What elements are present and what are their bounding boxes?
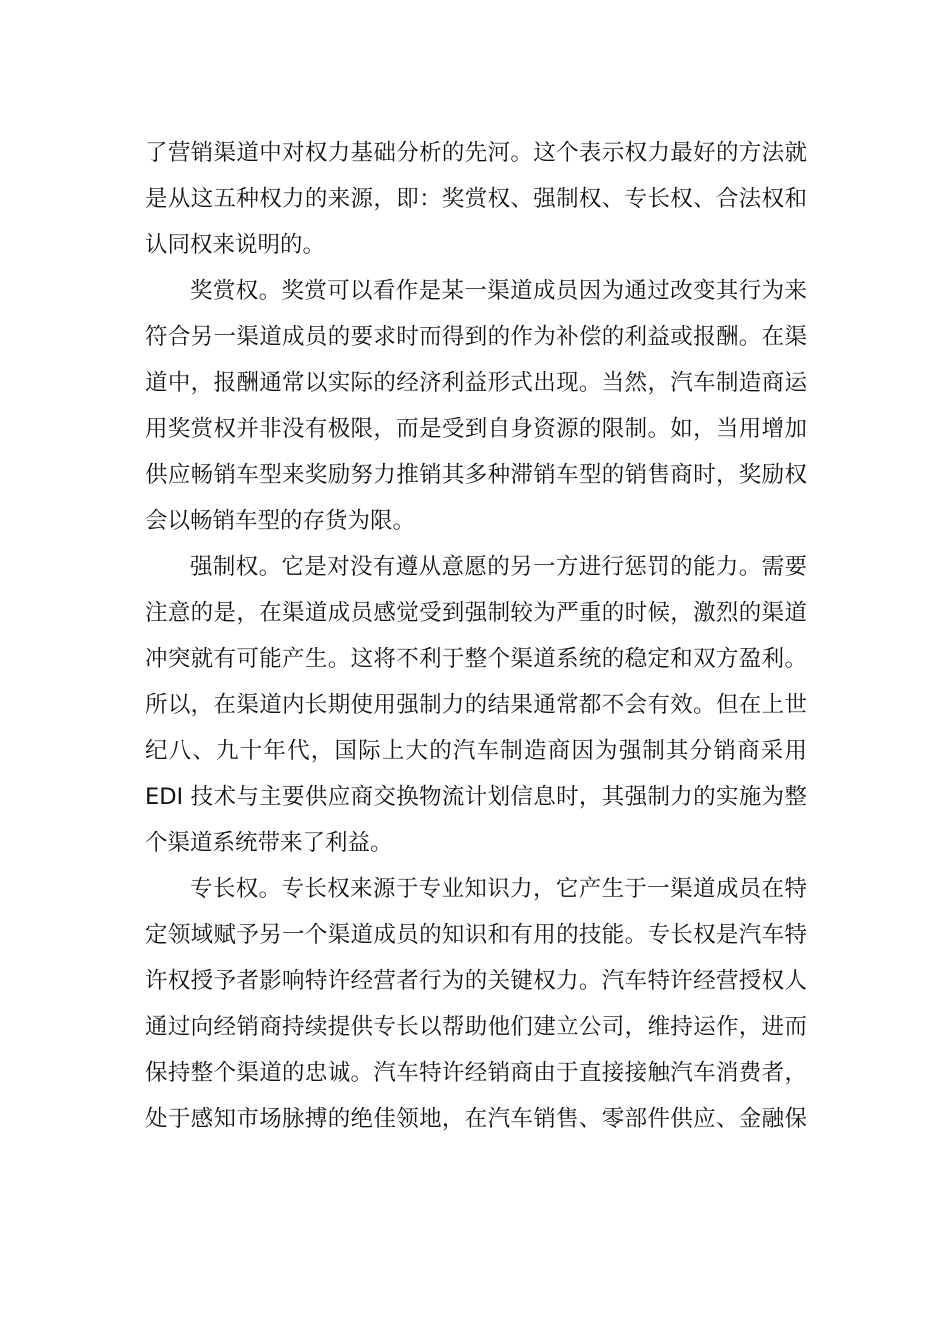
- paragraph-line: 纪八、九十年代，国际上大的汽车制造商因为强制其分销商采用: [145, 738, 807, 764]
- paragraph-line: 用奖赏权并非没有极限，而是受到自身资源的限制。如，当用增加: [145, 416, 807, 442]
- document-body: [145, 130, 807, 1142]
- paragraph-line: 注意的是，在渠道成员感觉受到强制较为严重的时候，激烈的渠道: [145, 600, 807, 626]
- paragraph-line: 通过向经销商持续提供专长以帮助他们建立公司，维持运作，进而: [145, 1014, 807, 1040]
- paragraph-line: 会以畅销车型的存货为限。: [145, 508, 416, 534]
- paragraph-line: 许权授予者影响特许经营者行为的关键权力。汽车特许经营授权人: [145, 968, 807, 994]
- paragraph-4: [145, 866, 807, 1142]
- paragraph-line: 供应畅销车型来奖励努力推销其多种滞销车型的销售商时，奖励权: [145, 462, 807, 488]
- paragraph-line: 所以，在渠道内长期使用强制力的结果通常都不会有效。但在上世: [145, 692, 807, 718]
- paragraph-line: 奖赏权。奖赏可以看作是某一渠道成员因为通过改变其行为来: [190, 278, 807, 304]
- paragraph-1: [145, 130, 807, 268]
- paragraph-line: 符合另一渠道成员的要求时而得到的作为补偿的利益或报酬。在渠: [145, 324, 807, 350]
- paragraph-line: 了营销渠道中对权力基础分析的先河。这个表示权力最好的方法就: [145, 140, 807, 166]
- paragraph-3: [145, 544, 807, 866]
- paragraph-line: 个渠道系统带来了利益。: [145, 830, 393, 856]
- paragraph-line: 定领域赋予另一个渠道成员的知识和有用的技能。专长权是汽车特: [145, 922, 807, 948]
- paragraph-2: [145, 268, 807, 544]
- paragraph-line: 道中，报酬通常以实际的经济利益形式出现。当然，汽车制造商运: [145, 370, 807, 396]
- paragraph-line: 认同权来说明的。: [145, 232, 326, 258]
- paragraph-line: 保持整个渠道的忠诚。汽车特许经销商由于直接接触汽车消费者，: [145, 1060, 807, 1086]
- paragraph-line: EDI 技术与主要供应商交换物流计划信息时，其强制力的实施为整: [145, 784, 807, 810]
- paragraph-line: 专长权。专长权来源于专业知识力，它产生于一渠道成员在特: [190, 876, 807, 902]
- paragraph-line: 处于感知市场脉搏的绝佳领地，在汽车销售、零部件供应、金融保: [145, 1106, 807, 1132]
- paragraph-line: 强制权。它是对没有遵从意愿的另一方进行惩罚的能力。需要: [190, 554, 807, 580]
- paragraph-line: 冲突就有可能产生。这将不利于整个渠道系统的稳定和双方盈利。: [145, 646, 807, 672]
- paragraph-line: 是从这五种权力的来源，即：奖赏权、强制权、专长权、合法权和: [145, 186, 807, 212]
